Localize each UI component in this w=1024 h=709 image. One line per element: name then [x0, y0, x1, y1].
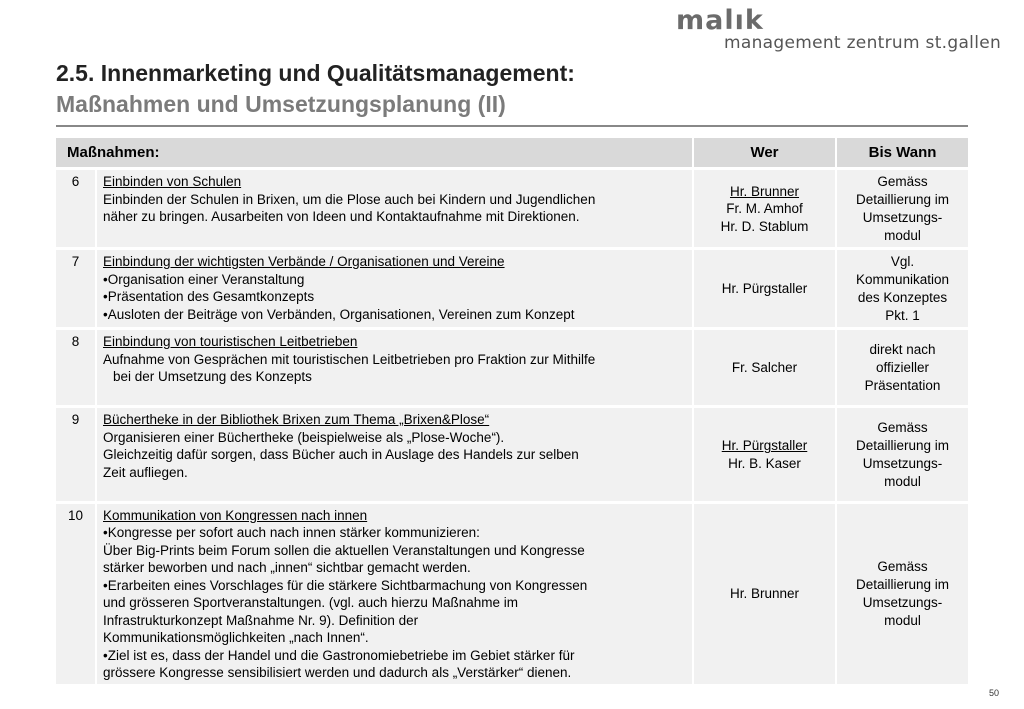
deadline-line: Pkt. 1	[885, 308, 920, 323]
measure-line: Organisieren einer Büchertheke (beispielweise als „Plose-Woche“).	[103, 429, 505, 445]
deadline-line: Detaillierung im	[855, 192, 950, 207]
bis-wann-cell	[836, 502, 968, 684]
page-number: 50	[989, 688, 1000, 698]
deadline-line: Umsetzungs-	[862, 595, 943, 610]
measure-cell	[96, 502, 693, 684]
responsible-person: Hr. Pürgstaller	[721, 281, 808, 297]
bis-wann-cell	[836, 249, 968, 329]
measure-cell	[96, 407, 693, 503]
measure-heading: Einbinden von Schulen	[103, 174, 242, 189]
measures-table	[56, 138, 968, 684]
responsible-person: Fr. Salcher	[731, 360, 798, 376]
measure-line: •Ausloten der Beiträge von Verbänden, Organisationen, Vereinen zum Konzept	[103, 306, 575, 322]
measure-line: Aufnahme von Gesprächen mit touristischen Leitbetrieben pro Fraktion zur Mithilfe	[103, 351, 596, 367]
header-bis-wann: Bis Wann	[836, 138, 968, 169]
measure-line: Infrastrukturkonzept Maßnahme Nr. 9). Definition der	[103, 612, 419, 628]
measure-line: stärker beworben und nach „innen“ sichtbar gemacht werden.	[103, 560, 471, 575]
table-row	[56, 169, 968, 249]
measure-heading: Einbindung von touristischen Leitbetrieben	[103, 334, 358, 349]
deadline-line: modul	[884, 473, 921, 489]
responsible-person: Fr. M. Amhof	[726, 201, 803, 217]
deadline-line: direkt nach	[869, 342, 936, 357]
measure-line: •Präsentation des Gesamtkonzepts	[103, 289, 315, 304]
table-row	[56, 502, 968, 684]
deadline-line: offizieller	[875, 360, 930, 375]
header-massnahmen: Maßnahmen:	[56, 138, 693, 169]
deadline-line: Präsentation	[864, 378, 941, 393]
page-subtitle: Maßnahmen und Umsetzungsplanung (II)	[56, 91, 506, 117]
deadline-line: Kommunikation	[855, 272, 950, 287]
measure-line: •Erarbeiten eines Vorschlages für die stärkere Sichtbarmachung von Kongressen	[103, 577, 588, 593]
wer-cell	[693, 329, 836, 407]
deadline-line: Vgl.	[890, 254, 915, 269]
row-number: 8	[56, 329, 96, 407]
deadline-line: modul	[884, 228, 921, 243]
deadline-line: Umsetzungs-	[862, 210, 943, 225]
measure-line: und grösseren Sportveranstaltungen. (vgl. auch hierzu Maßnahme im	[103, 595, 518, 610]
row-number: 7	[56, 249, 96, 329]
deadline-line: Umsetzungs-	[862, 455, 943, 471]
page-title: 2.5. Innenmarketing und Qualitätsmanagement:	[56, 60, 575, 86]
measure-heading: Büchertheke in der Bibliothek Brixen zum Thema „Brixen&Plose“	[103, 412, 490, 427]
responsible-lead: Hr. Pürgstaller	[721, 438, 808, 454]
measure-line: Gleichzeitig dafür sorgen, dass Bücher auch in Auslage des Handels zur selben	[103, 447, 579, 462]
row-number: 9	[56, 407, 96, 503]
measure-line: •Ziel ist es, dass der Handel und die Gastronomiebetriebe im Gebiet stärker für	[103, 647, 575, 663]
measure-heading: Kommunikation von Kongressen nach innen	[103, 507, 368, 523]
deadline-line: Gemäss	[877, 174, 928, 189]
logo-wordmark: malık	[676, 5, 764, 36]
bis-wann-cell	[836, 329, 968, 407]
malik-logo	[0, 0, 1024, 60]
measure-line: Kommunikationsmöglichkeiten „nach Innen“.	[103, 630, 369, 645]
deadline-line: Gemäss	[877, 559, 928, 574]
measure-cell	[96, 169, 693, 249]
table-row	[56, 329, 968, 407]
measure-cell	[96, 329, 693, 407]
responsible-person: Hr. D. Stablum	[720, 218, 809, 234]
measure-line: Einbinden der Schulen in Brixen, um die Plose auch bei Kindern und Jugendlichen	[103, 191, 596, 207]
table-row	[56, 249, 968, 329]
deadline-line: des Konzeptes	[857, 290, 948, 305]
wer-cell	[693, 407, 836, 503]
table-row	[56, 407, 968, 503]
measure-line: grössere Kongresse sensibilisiert werden und dadurch als „Verstärker“ dienen.	[103, 665, 572, 680]
row-number: 10	[56, 502, 96, 684]
title-divider	[56, 125, 968, 127]
row-number: 6	[56, 169, 96, 249]
deadline-line: Gemäss	[877, 419, 928, 435]
measure-line: •Kongresse per sofort auch nach innen stärker kommunizieren:	[103, 525, 480, 540]
measure-heading: Einbindung der wichtigsten Verbände / Organisationen und Vereine	[103, 254, 505, 269]
wer-cell	[693, 249, 836, 329]
responsible-person: Hr. B. Kaser	[728, 455, 801, 471]
measure-line: •Organisation einer Veranstaltung	[103, 271, 305, 287]
header-wer: Wer	[693, 138, 836, 169]
deadline-line: Detaillierung im	[855, 437, 950, 453]
bis-wann-cell	[836, 407, 968, 503]
bis-wann-cell	[836, 169, 968, 249]
measure-line: näher zu bringen. Ausarbeiten von Ideen und Kontaktaufnahme mit Direktionen.	[103, 209, 580, 224]
responsible-lead: Hr. Brunner	[729, 183, 800, 199]
wer-cell	[693, 502, 836, 684]
measure-line: bei der Umsetzung des Konzepts	[113, 369, 312, 384]
measure-line: Über Big-Prints beim Forum sollen die aktuellen Veranstaltungen und Kongresse	[103, 542, 585, 558]
measure-line: Zeit aufliegen.	[103, 464, 188, 480]
wer-cell	[693, 169, 836, 249]
responsible-person: Hr. Brunner	[729, 586, 800, 602]
deadline-line: Detaillierung im	[855, 577, 950, 592]
logo-tagline: management zentrum st.gallen	[724, 33, 1002, 53]
deadline-line: modul	[884, 613, 921, 628]
table-header-row	[56, 138, 968, 169]
measure-cell	[96, 249, 693, 329]
